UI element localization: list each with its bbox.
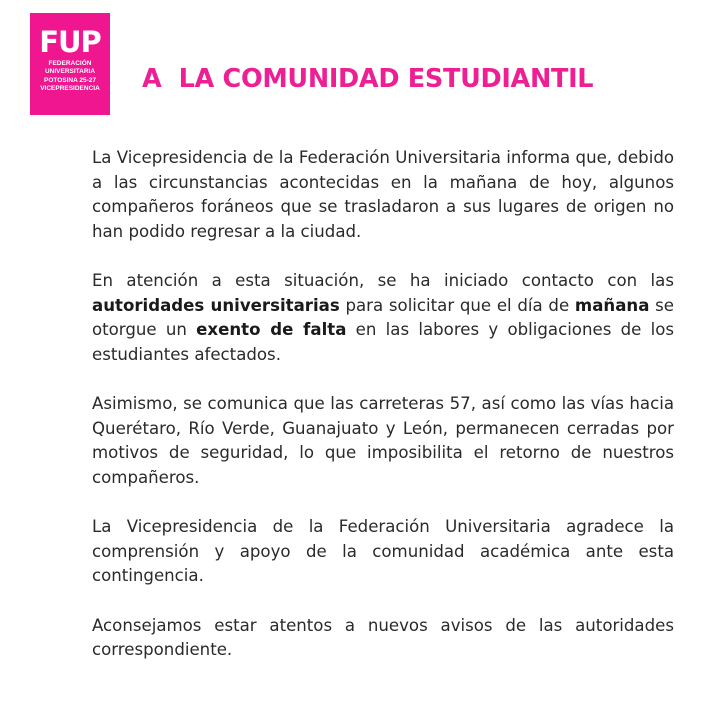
paragraph-2: [92, 269, 674, 367]
logo-line: VICEPRESIDENCIA: [40, 85, 100, 93]
bold-tomorrow: mañana: [574, 295, 650, 315]
bold-authorities: autoridades universitarias: [92, 295, 340, 315]
fup-logo: [30, 13, 110, 115]
paragraph-3: Asimismo, se comunica que las carreteras 57, así como las vías hacia Querétaro, Río Verde, Guanajuato y León, permanecen cerradas por motivos de seguridad, lo que imposibilita el retorno de nuestros compañeros.: [92, 394, 674, 487]
paragraph-4: La Vicepresidencia de la Federación Universitaria agradece la comprensión y apoyo de la comunidad académica ante esta contingencia.: [92, 517, 674, 585]
logo-subtitle: [30, 60, 110, 94]
bold-absence-exemption: exento de falta: [196, 320, 347, 339]
page-title: A LA COMUNIDAD ESTUDIANTIL: [142, 64, 594, 94]
announcement-body: [92, 146, 674, 688]
logo-line: POTOSINA 25-27: [43, 76, 97, 84]
paragraph-5: Aconsejamos estar atentos a nuevos avisos de las autoridades correspondiente.: [92, 615, 674, 659]
paragraph-2-text: En atención a esta situación, se ha iniciado contacto con las: [92, 271, 674, 290]
paragraph-2-text: en las labores y obligaciones de los estudiantes afectados.: [92, 320, 675, 364]
logo-mark: FUP: [39, 25, 101, 59]
logo-line: FEDERACIÓN: [48, 60, 92, 67]
logo-line: UNIVERSITARIA: [44, 68, 96, 76]
paragraph-2-text: para solicitar que el día de: [339, 295, 575, 315]
paragraph-2-text: se otorgue un: [92, 295, 675, 339]
paragraph-1: La Vicepresidencia de la Federación Universitaria informa que, debido a las circunstancias acontecidas en la mañana de hoy, algunos compañeros foráneos que se trasladaron a sus lugares de origen no han podido regresar a la ciudad.: [92, 148, 674, 241]
